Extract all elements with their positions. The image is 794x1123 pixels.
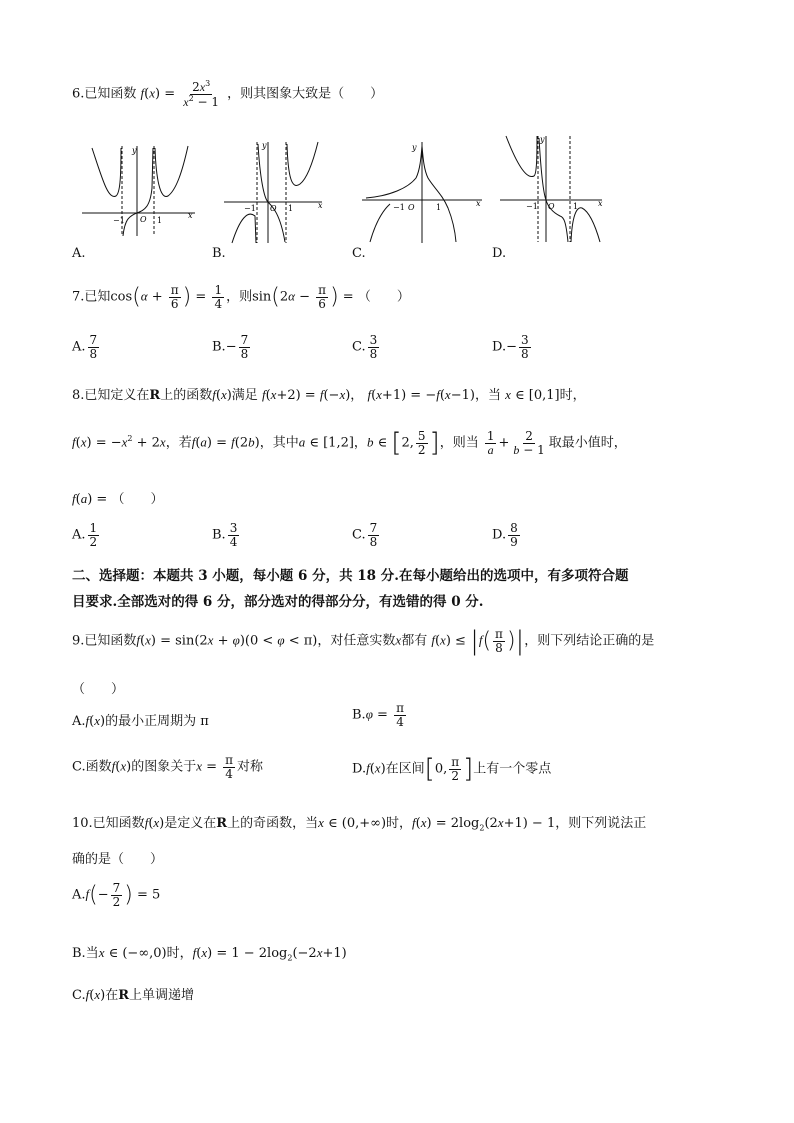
- svg-text:x: x: [188, 211, 193, 220]
- q8-option-a[interactable]: [72, 522, 101, 548]
- q6-option-b[interactable]: B.: [212, 246, 226, 261]
- q10-stem: 10.已知函数f(x)是定义在R上的奇函数，当x ∈ (0,+∞)时，$f(x) = 2\log_2(2x+1) - 1$，则下列说法正: [72, 815, 647, 833]
- option-text: 时，: [166, 946, 193, 961]
- q7-option-a[interactable]: [72, 334, 101, 360]
- option-text: 上有一个零点: [473, 761, 552, 777]
- numerator: 1: [89, 521, 98, 535]
- graph-d: [498, 132, 610, 246]
- option-label: C.函数: [72, 759, 112, 775]
- numerator: 7: [89, 333, 98, 347]
- svg-text:−1: −1: [113, 216, 125, 225]
- q10-option-c[interactable]: C.f(x)在R上单调递增: [72, 987, 195, 1003]
- option-label: B.: [352, 707, 366, 723]
- q10-prefix: 10.已知函数: [72, 816, 145, 831]
- q8-text: 取最小值时，: [548, 435, 627, 451]
- svg-text:y: y: [262, 141, 267, 150]
- svg-text:x: x: [318, 201, 323, 210]
- q8-option-c[interactable]: [352, 522, 381, 548]
- numerator: 7: [240, 333, 249, 347]
- svg-text:1: 1: [573, 202, 579, 211]
- option-label: C.: [352, 339, 366, 355]
- q6-prefix: 6.已知函数: [72, 86, 137, 102]
- q7-prefix: 7.已知: [72, 289, 111, 305]
- svg-text:x: x: [598, 199, 603, 208]
- option-text: = 5: [137, 887, 161, 903]
- graph-b: [222, 138, 332, 248]
- numerator: 3: [521, 333, 529, 347]
- denominator: 9: [510, 534, 518, 549]
- svg-text:O: O: [140, 215, 147, 224]
- denominator: 8: [89, 346, 98, 361]
- option-label: A.: [72, 339, 86, 355]
- q8-text: 满足: [231, 388, 258, 403]
- section2-line2: 目要求.全部选对的得 6 分，部分选对的得部分分，有选错的得 0 分.: [72, 594, 484, 610]
- option-label: A.: [72, 887, 86, 903]
- svg-text:−1: −1: [393, 203, 405, 212]
- q6-option-d[interactable]: D.: [492, 246, 507, 261]
- q6-option-c[interactable]: C.: [352, 246, 366, 261]
- option-text: 在: [105, 988, 119, 1003]
- denominator: 8: [521, 346, 529, 361]
- q9-stem: 9.已知函数f(x) = sin(2x + φ)(0 < φ < π)，对任意实数x都有 f(x) ≤ |f( $\frac{\pi}{8}$ )|，则下列结论正确的是: [72, 626, 655, 656]
- q6-suffix: ，则其图象大致是（ ）: [227, 86, 384, 102]
- section2-line1: 二、选择题：本题共 3 小题，每小题 6 分，共 18 分.在每小题给出的选项中，有多项符合题: [72, 568, 629, 584]
- numerator: 3: [369, 333, 378, 347]
- q10-text: 上的奇函数，当: [227, 816, 319, 831]
- q7-stem: 7.已知cos(α + $\frac{\pi}{6}$ ) = $\frac{1}{4}$ ，则sin(2α − $\frac{\pi}{6}$ ) = （ ）: [72, 283, 410, 311]
- sign: −: [225, 339, 237, 355]
- option-label: C.: [72, 988, 86, 1003]
- q7-suffix: （ ）: [357, 289, 410, 305]
- option-label: A.: [72, 714, 86, 729]
- option-text: 的最小正周期为 π: [105, 714, 209, 729]
- option-text: 的图象关于: [131, 759, 197, 775]
- svg-text:1: 1: [436, 203, 442, 212]
- q10-option-b[interactable]: B.当x ∈ (−∞,0)时，$f(x) = 1 - 2\log_2(-2x+1)$: [72, 945, 347, 963]
- denominator: 8: [369, 534, 378, 549]
- option-label: D.: [492, 527, 507, 543]
- real-set-symbol: R: [149, 388, 161, 403]
- q8-text: ，若: [165, 435, 192, 451]
- sign: −: [506, 339, 517, 355]
- q8-option-d[interactable]: [492, 522, 522, 548]
- q9-text: ，对任意实数: [317, 633, 396, 649]
- q9-paren: （ ）: [72, 682, 125, 697]
- denominator: 4: [229, 534, 238, 549]
- q9-text: 都有: [401, 633, 428, 649]
- svg-text:1: 1: [288, 204, 294, 213]
- q10-text: 是定义在: [164, 816, 217, 831]
- q9-option-b[interactable]: B.φ = $\frac{\pi}{4}$: [352, 701, 404, 729]
- option-label: B.当: [72, 946, 99, 961]
- option-label: D.: [352, 761, 367, 777]
- q7-option-c[interactable]: [352, 334, 381, 360]
- svg-text:O: O: [270, 204, 277, 213]
- q8-line2: $f(x) = -x^2 + 2x$，若f(a) = f(2b)，其中a ∈ [1,2]，b ∈ [2, $\frac{5}{2}$ ]，则当 $\frac{1}{a}$ + $\frac{2}{b - 1}$ 取最小值时，: [72, 428, 627, 458]
- graph-a: [80, 138, 200, 238]
- svg-text:−1: −1: [526, 202, 538, 211]
- svg-text:O: O: [408, 203, 415, 212]
- q9-option-c[interactable]: C.函数f(x)的图象关于x = $\frac{\pi}{4}$ 对称: [72, 753, 264, 781]
- q8-line3: f(a) = （ ）: [72, 491, 164, 507]
- option-text: 在区间: [385, 761, 425, 777]
- q8-prefix: 8.已知定义在: [72, 388, 150, 403]
- svg-text:−1: −1: [244, 204, 256, 213]
- svg-text:1: 1: [157, 216, 163, 225]
- svg-text:y: y: [540, 135, 545, 144]
- q7-option-d[interactable]: [492, 334, 533, 360]
- q9-prefix: 9.已知函数: [72, 633, 137, 649]
- graph-c: [360, 138, 490, 248]
- option-label: B.: [212, 339, 226, 355]
- q8-suffix: （ ）: [111, 492, 164, 507]
- q6-option-a[interactable]: A.: [72, 246, 86, 261]
- q8-text: ，其中: [259, 435, 299, 451]
- denominator: 8: [369, 346, 378, 361]
- q10-option-a[interactable]: A.f(− $\frac{7}{2}$ ) = 5: [72, 881, 161, 909]
- q8-line1: 8.已知定义在R上的函数f(x)满足 f(x+2) = f(−x)， f(x+1) = −f(x−1)，当 x ∈ [0,1]时，: [72, 387, 586, 403]
- numerator: 8: [510, 521, 518, 535]
- svg-text:x: x: [476, 199, 481, 208]
- option-text: 对称: [237, 759, 264, 775]
- q7-option-b[interactable]: [212, 334, 252, 360]
- svg-text:O: O: [548, 202, 555, 211]
- numerator: 7: [369, 521, 378, 535]
- svg-text:y: y: [412, 143, 417, 152]
- option-text: 上单调递增: [129, 988, 195, 1003]
- q10-line2: 确的是（ ）: [72, 852, 164, 867]
- q8-text: 上的函数: [160, 388, 213, 403]
- q8-text: ，则当: [439, 435, 479, 451]
- q8-option-b[interactable]: [212, 522, 241, 548]
- q10-text: 时，: [386, 816, 413, 831]
- q9-option-d[interactable]: D.f(x)在区间[0, $\frac{\pi}{2}$ ]上有一个零点: [352, 754, 552, 784]
- q9-option-a[interactable]: A.f(x)的最小正周期为 π: [72, 713, 209, 729]
- option-label: C.: [352, 527, 366, 543]
- q8-text: 时，: [559, 388, 586, 403]
- denominator: 2: [89, 534, 98, 549]
- denominator: 8: [240, 346, 249, 361]
- q10-suffix: ，则下列说法正: [555, 816, 647, 831]
- svg-text:y: y: [132, 146, 137, 155]
- option-label: A.: [72, 527, 86, 543]
- q7-middle: ，则: [226, 289, 253, 305]
- q9-suffix: ，则下列结论正确的是: [524, 633, 655, 649]
- option-label: B.: [212, 527, 226, 543]
- option-label: D.: [492, 339, 507, 355]
- q6-stem: 6.已知函数 f(x) = $\frac{2x^3}{x^2 - 1}$ ，则其图象大致是（ ）: [72, 79, 384, 109]
- numerator: 3: [229, 521, 238, 535]
